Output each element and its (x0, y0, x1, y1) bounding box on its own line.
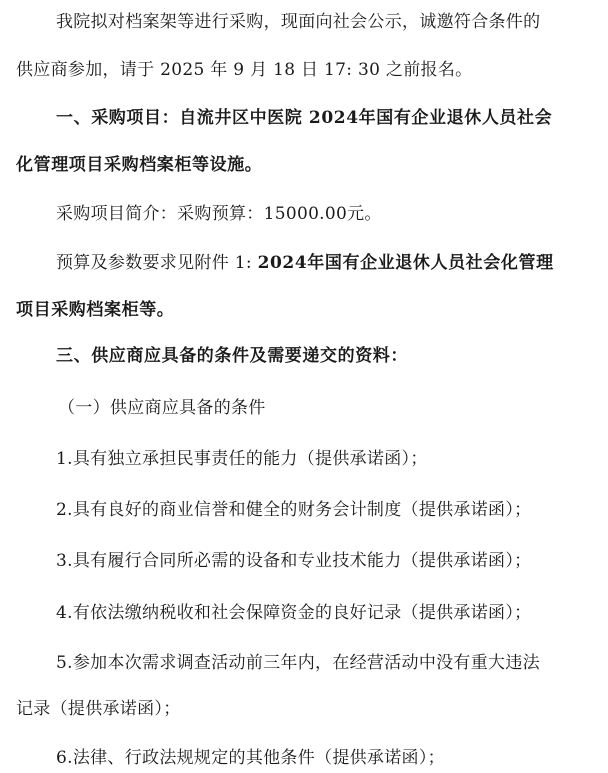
section-3-sub-heading: （一）供应商应具备的条件 (58, 398, 266, 418)
budget-paragraph-line-1 (56, 251, 554, 275)
intro-line-1: 我院拟对档案架等进行采购，现面向社会公示，诚邀符合条件的 (56, 12, 541, 32)
condition-item-3: 3.具有履行合同所必需的设备和专业技术能力（提供承诺函）； (56, 551, 532, 571)
section-3-heading: 三、供应商应具备的条件及需要递交的资料： (56, 346, 408, 366)
condition-item-1: 1.具有独立承担民事责任的能力（提供承诺函）； (56, 449, 428, 469)
section-1-heading-line-2: 化管理项目采购档案柜等设施。 (16, 155, 263, 175)
condition-item-2: 2.具有良好的商业信誉和健全的财务会计制度（提供承诺函）； (56, 500, 532, 520)
condition-item-5-line-2: 记录（提供承诺函）； (16, 699, 181, 719)
budget-bold-line-1: 2024年国有企业退休人员社会化管理 (257, 253, 554, 273)
condition-item-6: 6.法律、行政法规规定的其他条件（提供承诺函）； (56, 748, 445, 768)
budget-prefix: 预算及参数要求见附件 1: (56, 253, 258, 273)
section-1-heading-line-1: 一、采购项目：自流井区中医院 2024年国有企业退休人员社会 (56, 108, 553, 128)
project-summary: 采购项目简介：采购预算：15000.00元。 (56, 204, 382, 224)
intro-line-2: 供应商参加，请于 2025 年 9 月 18 日 17: 30 之前报名。 (16, 60, 473, 80)
budget-bold-line-2: 项目采购档案柜等。 (16, 300, 175, 320)
condition-item-5-line-1: 5.参加本次需求调查活动前三年内，在经营活动中没有重大违法 (56, 653, 540, 673)
condition-item-4: 4.有依法缴纳税收和社会保障资金的良好记录（提供承诺函）； (56, 603, 532, 623)
